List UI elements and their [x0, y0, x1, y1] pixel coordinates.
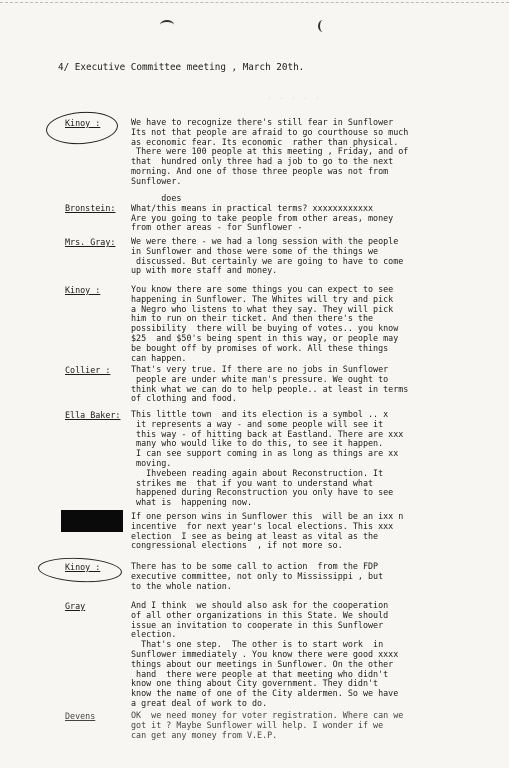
- speaker-name: Gray: [65, 601, 86, 611]
- speaker-text: If one person wins in Sunflower this will be an ixx n incentive for next year's local elections. This xxx election I see as being at least as vital as the congressional elections , if not more so.: [131, 511, 404, 551]
- speaker-text: This little town and its election is a symbol .. x it represents a way - and some people will see it this way - of hitting back at Eastland. There are xxx many who would like to do this, to see it happen. I can see support coming in as long as things are xx moving. Ihvebeen reading again about Reconstruction. It strikes me that if you want to understand what happened during Reconstruction you only have to see what is happening now.: [131, 409, 404, 508]
- redaction-block: [61, 510, 123, 532]
- perforation-edge: [0, 2, 509, 6]
- hand-drawn-circle: [45, 110, 119, 147]
- speaker-name: Collier :: [65, 365, 111, 375]
- speaker-text: OK we need money for voter registration. Where can we got it ? Maybe Sunflower will help. I wonder if we can get any money from V.E.P.: [131, 710, 404, 740]
- speaker-text: We were there - we had a long session with the people in Sunflower and those were some of the things we discussed. But certainly we are going to have to come up with more staff and money.: [131, 236, 404, 276]
- speaker-text: You know there are some things you can expect to see happening in Sunflower. The Whites will try and pick a Negro who listens to what they say. They will pick him to run on their ticket. And then there's the possibility there will be buying of votes.. you know $25 and $50's being spent in this way, or people may be bought off by promises of work. All these things can happen.: [131, 284, 399, 363]
- faint-smudge-text: · - · · ·: [268, 96, 323, 102]
- speaker-text: There has to be some call to action from the FDP executive committee, not only to Mississippi , but to the whole nation.: [131, 561, 384, 591]
- speaker-text: And I think we should also ask for the cooperation of all other organizations in this State. We should issue an invitation to cooperate in this Sunflower election. That's one step. The other is to start work in Sunflower immediately . You know there were good xxxx things about our meetings in Sunflower. On the other hand there were people at that meeting who didn't know one thing about City government. They didn't know the name of one of the City aldermen. So we have a great deal of work to do.: [131, 600, 399, 708]
- speaker-name: Devens: [65, 711, 96, 721]
- speaker-text: does What/this means in practical terms? xxxxxxxxxxxx Are you going to take people from other areas, money from other areas - for Sunflower -: [131, 193, 394, 233]
- punch-hole-mark: [160, 20, 174, 30]
- speaker-text: That's very true. If there are no jobs in Sunflower people are under white man's pressure. We ought to think what we can do to help people.. at least in terms of clothing and food.: [131, 364, 409, 404]
- speaker-name: Kinoy :: [65, 118, 101, 128]
- speaker-name: Kinoy :: [65, 562, 101, 572]
- page-title: 4/ Executive Committee meeting , March 20th.: [58, 62, 305, 73]
- speaker-text: We have to recognize there's still fear in Sunflower Its not that people are afraid to go courthouse so much as economic fear. Its economic rather than physical. There were 100 people at this meeting , Friday, and of that hundred only three had a job to go to the next morning. And one of those three people was not from Sunflower.: [131, 117, 409, 186]
- punch-hole-mark: [318, 20, 328, 32]
- speaker-name: Ella Baker:: [65, 410, 121, 420]
- speaker-name: Bronstein:: [65, 203, 116, 213]
- speaker-name: Mrs. Gray:: [65, 237, 116, 247]
- speaker-name: Kinoy :: [65, 285, 101, 295]
